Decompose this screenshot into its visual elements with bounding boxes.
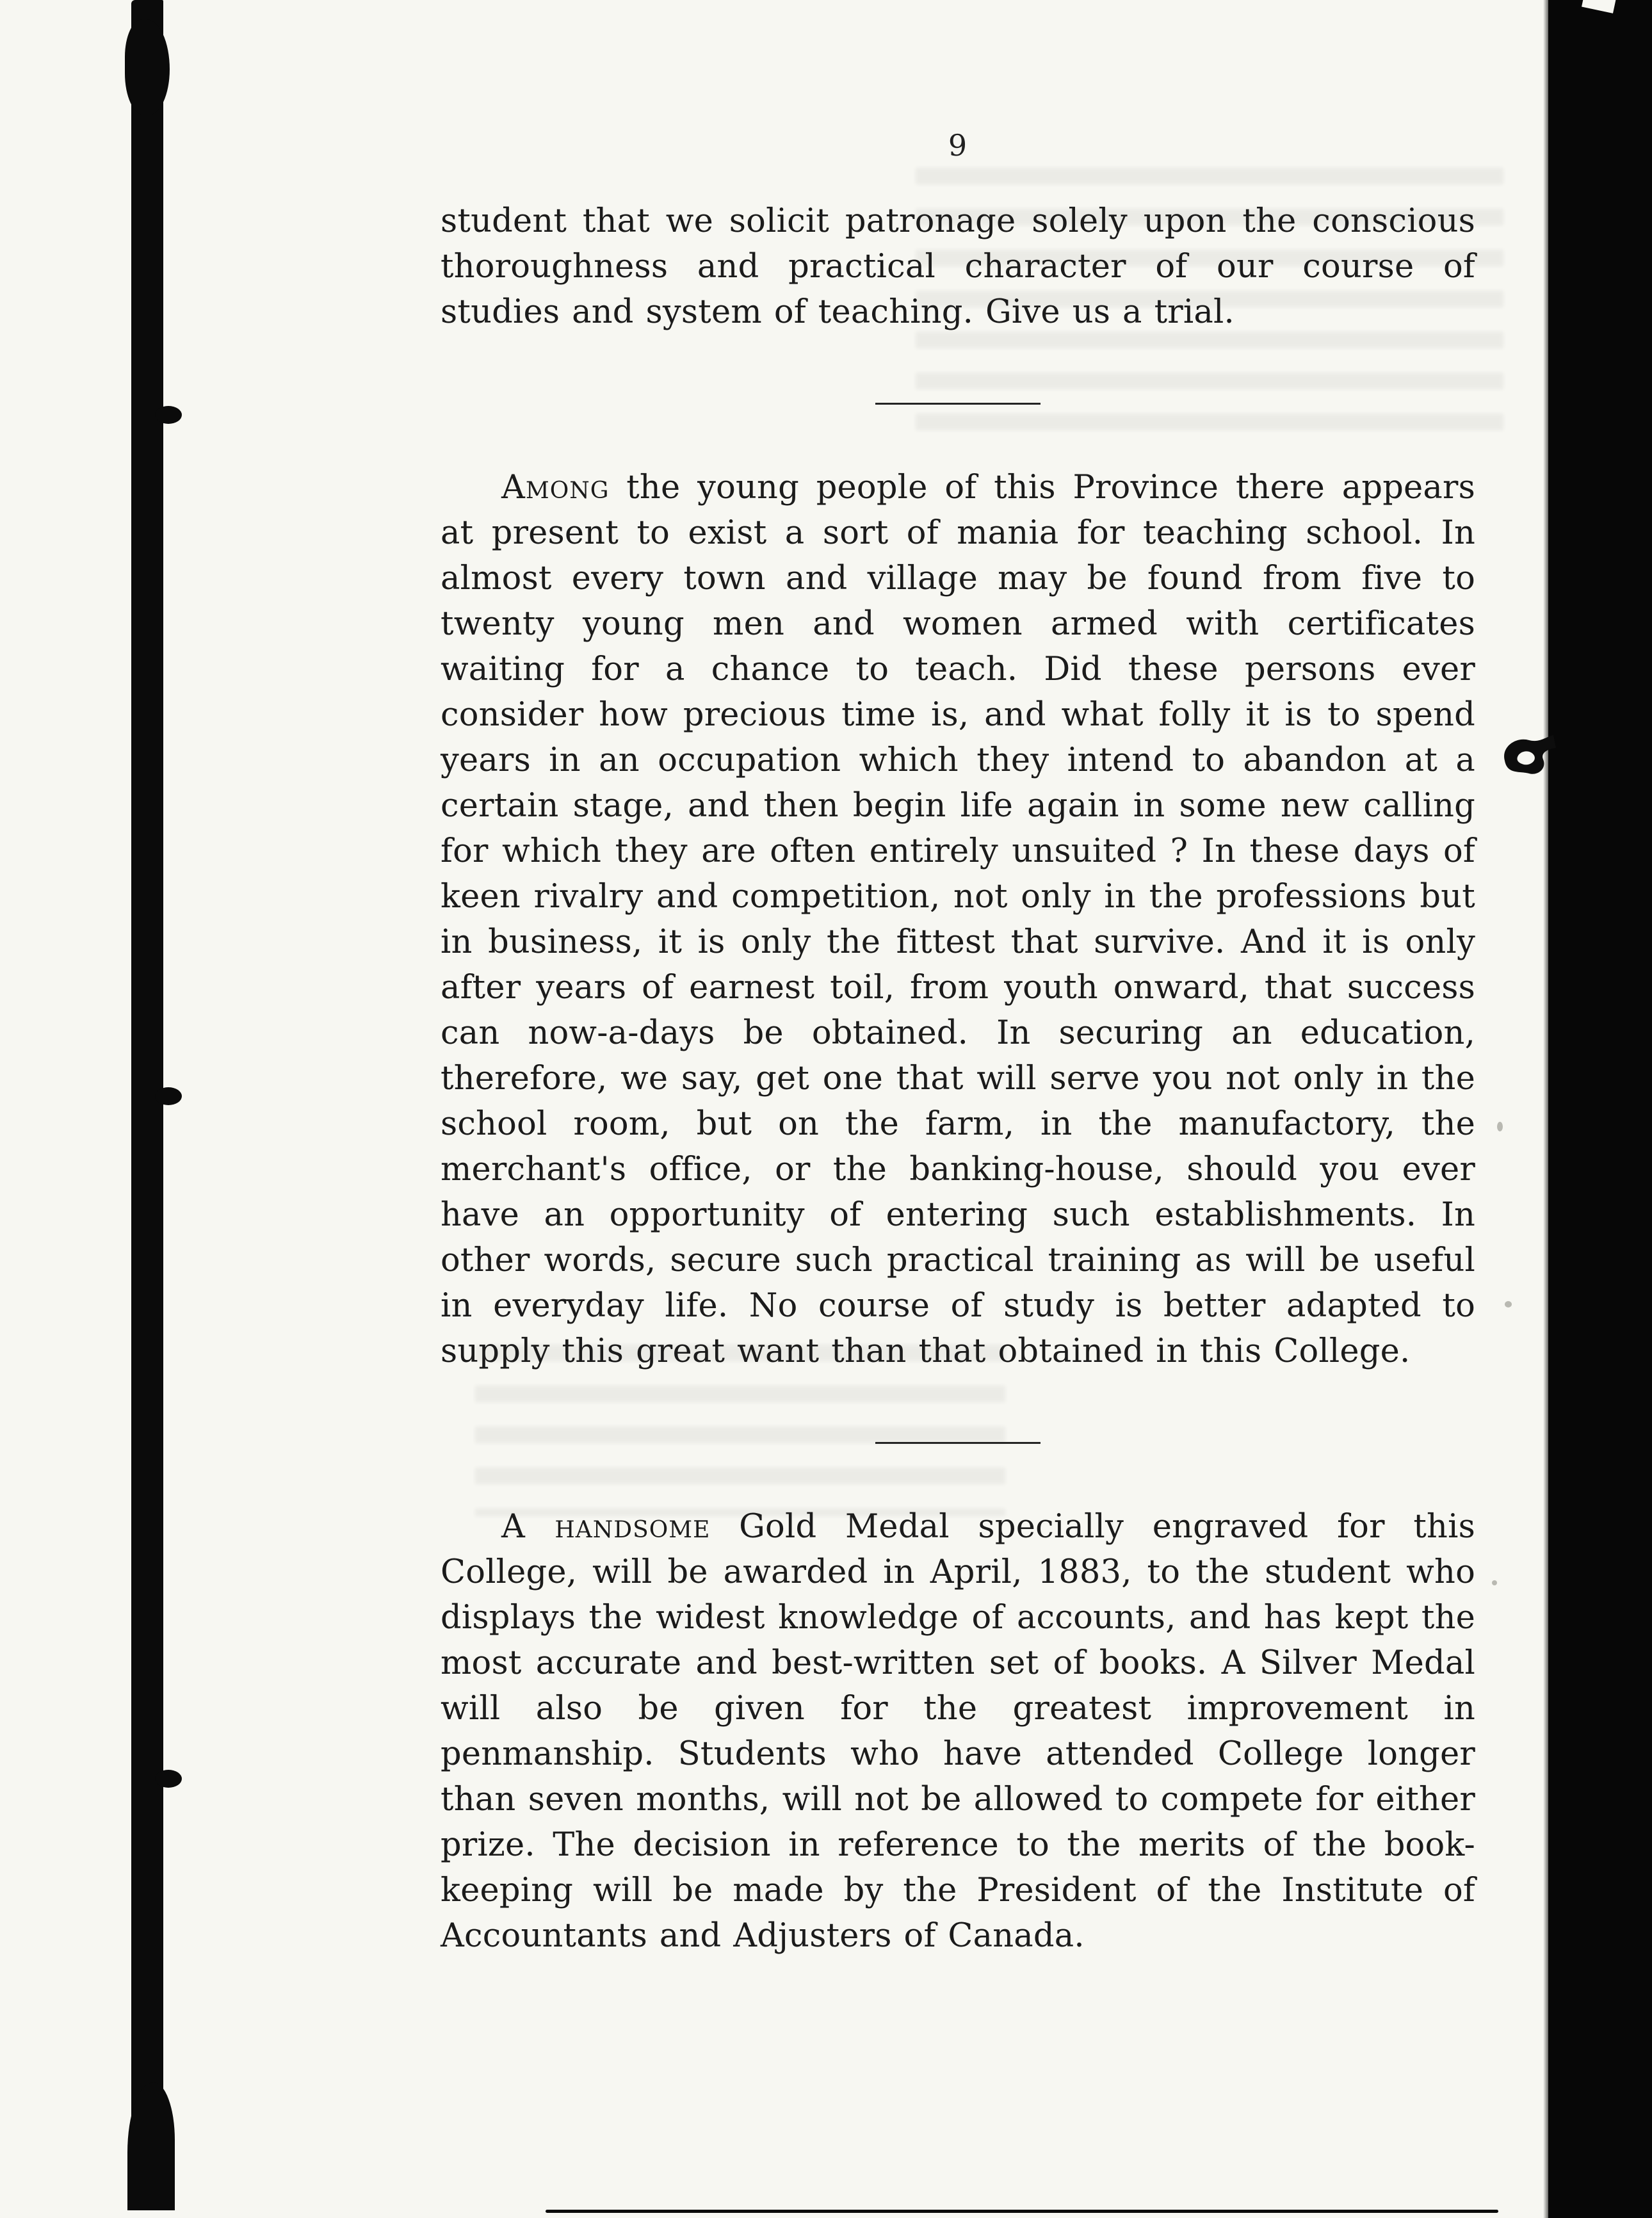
page-number: 9 [948, 128, 968, 163]
book-spine-shadow [131, 0, 163, 2210]
section-divider [875, 1442, 1041, 1444]
ink-blot-mark [1501, 734, 1556, 786]
scan-speck [1497, 1122, 1503, 1131]
scan-speck [1492, 1580, 1497, 1585]
binding-stitch [155, 406, 182, 424]
paragraph-lead: A handsome [501, 1508, 711, 1546]
page-content [441, 128, 1475, 1959]
paragraph-text: student that we solicit patronage solely upon the conscious thoroughness and practical character of our course of studies and system of teaching. Give us a trial. [441, 202, 1475, 331]
paragraph-gold-medal [441, 1504, 1475, 1959]
paragraph-text: the young people of this Province there appears at present to exist a sort of mania for teaching school. In almost every town and village may be found from five to twenty young men and women armed with certificates waiting for a chance to teach. Did these persons ever consider how precious time is, and what folly it is to spend years in an occupation which they intend to abandon at a certain stage, and then begin life again in some new calling for which they are often entirely unsuited ? In these days of keen rivalry and competition, not only in the professions but in business, it is only the fittest that survive. And it is only after years of earnest toil, from youth onward, that success can now-a-days be obtained. In securing an education, therefore, we say, get one that will serve you not only in the school room, but on the farm, in the manufactory, the merchant's office, or the banking-house, should you ever have an opportunity of entering such establishments. In other words, secure such practical training as will be useful in everyday life. No course of study is better adapted to supply this great want than that obtained in this College. [441, 469, 1475, 1370]
paragraph-continuation [441, 198, 1475, 335]
scan-right-edge [1548, 0, 1652, 2218]
paragraph-text: Gold Medal specially engraved for this College, will be awarded in April, 1883, to the student who displays the widest knowledge of accounts, and has kept the most accurate and best-written set of books. A Silver Medal will also be given for the greatest improvement in penmanship. Students who have attended College longer than seven months, will not be allowed to compete for either prize. The decision in reference to the merits of the book-keeping will be made by the President of the Institute of Accountants and Adjusters of Canada. [441, 1508, 1475, 1955]
paragraph-lead: Among [501, 469, 610, 506]
section-divider [875, 403, 1041, 405]
scan-bottom-edge-line [546, 2210, 1498, 2213]
scan-edge-notch [1582, 0, 1616, 13]
ink-blot-icon [1501, 734, 1556, 786]
binding-stitch [155, 1770, 182, 1788]
binding-stitch [155, 1087, 182, 1105]
paragraph-teaching-mania [441, 465, 1475, 1374]
scan-speck [1505, 1301, 1512, 1307]
